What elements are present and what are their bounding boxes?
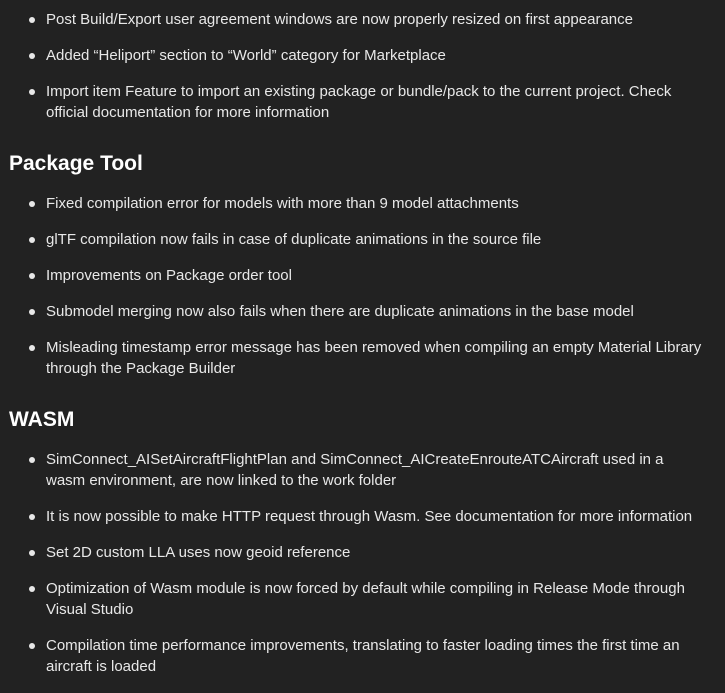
list-item-text: glTF compilation now fails in case of duplicate animations in the source file: [46, 231, 542, 248]
list-item-text: Added “Heliport” section to “World” category for Marketplace: [46, 47, 446, 64]
list-item: [46, 81, 706, 123]
bullet-icon: [29, 514, 35, 520]
list-item-text: Optimization of Wasm module is now forced by default while compiling in Release Mode through Visual Studio: [46, 580, 685, 618]
section-heading-package-tool: Package Tool: [9, 152, 143, 175]
list-item: [46, 635, 706, 677]
list-item: [46, 229, 706, 250]
list-item: [46, 506, 706, 527]
list-item-text: Post Build/Export user agreement windows are now properly resized on first appearance: [46, 11, 633, 28]
list-item: [46, 542, 706, 563]
list-item: [46, 45, 706, 66]
list-item: [46, 301, 706, 322]
list-item: [46, 9, 706, 30]
list-item-text: Import item Feature to import an existing package or bundle/pack to the current project. Check official documentation for more information: [46, 83, 672, 121]
bullet-icon: [29, 643, 35, 649]
list-item-text: SimConnect_AISetAircraftFlightPlan and SimConnect_AICreateEnrouteATCAircraft used in a wasm environment, are now linked to the work folder: [46, 451, 664, 489]
list-item-text: Submodel merging now also fails when there are duplicate animations in the base model: [46, 303, 634, 320]
list-item: [46, 449, 706, 491]
list-item: [46, 193, 706, 214]
list-item-text: Set 2D custom LLA uses now geoid reference: [46, 544, 351, 561]
list-item-text: Compilation time performance improvements, translating to faster loading times the first time an aircraft is loaded: [46, 637, 680, 675]
list-item-text: Improvements on Package order tool: [46, 267, 292, 284]
list-item: [46, 265, 706, 286]
bullet-icon: [29, 53, 35, 59]
list-item-text: Misleading timestamp error message has been removed when compiling an empty Material Library through the Package Builder: [46, 339, 702, 377]
list-item-text: Fixed compilation error for models with more than 9 model attachments: [46, 195, 519, 212]
bullet-icon: [29, 457, 35, 463]
bullet-icon: [29, 89, 35, 95]
bullet-icon: [29, 309, 35, 315]
section-heading-wasm: WASM: [9, 408, 75, 431]
bullet-icon: [29, 237, 35, 243]
bullet-icon: [29, 345, 35, 351]
bullet-icon: [29, 550, 35, 556]
list-item: [46, 337, 706, 379]
list-item: [46, 578, 706, 620]
bullet-icon: [29, 586, 35, 592]
list-item-text: It is now possible to make HTTP request through Wasm. See documentation for more information: [46, 508, 693, 525]
bullet-icon: [29, 273, 35, 279]
bullet-icon: [29, 17, 35, 23]
bullet-icon: [29, 201, 35, 207]
